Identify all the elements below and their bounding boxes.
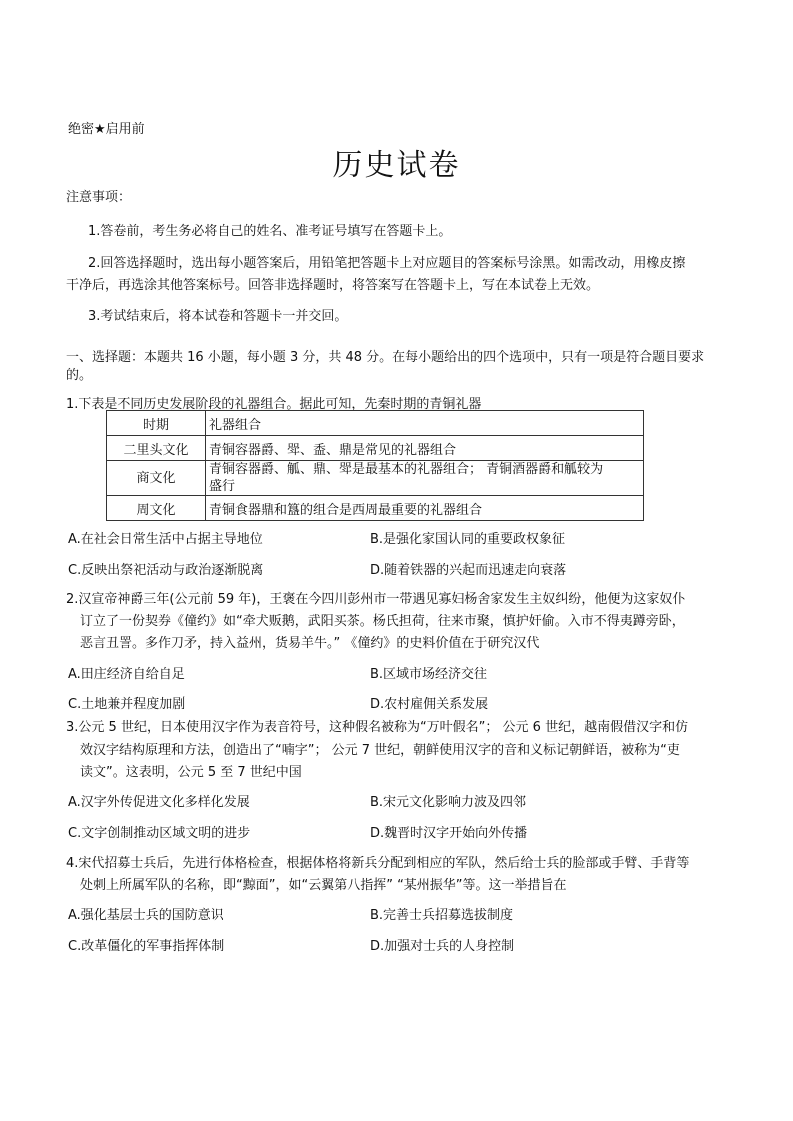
q1-option-d[interactable]: D.随着铁器的兴起而迅速走向衰落 [370, 563, 567, 578]
section-heading-line2: 的。 [66, 368, 93, 383]
q2-option-d[interactable]: D.农村雇佣关系发展 [370, 697, 489, 712]
q3-option-c[interactable]: C.文字创制推动区域文明的进步 [68, 826, 251, 841]
q3-option-d[interactable]: D.魏晋时汉字开始向外传播 [370, 826, 528, 841]
section-heading-line1: 一、选择题：本题共 16 小题，每小题 3 分，共 48 分。在每小题给出的四个选项中，只有一项是符合题目要求 [66, 350, 705, 365]
table-row [107, 436, 644, 461]
table-header-period: 时期 [107, 411, 206, 436]
q3-stem-line3: 读文”。这表明，公元 5 至 7 世纪中国 [80, 765, 302, 780]
q2-stem-line2: 订立了一份契券《僮约》如“牵犬贩鹅，武阳买茶。杨氏担荷，往来市聚，慎护奸偷。入市不得夷蹲旁卧， [80, 614, 685, 629]
q4-option-a[interactable]: A.强化基层士兵的国防意识 [68, 908, 224, 923]
note-2-line1: 2.回答选择题时，选出每小题答案后，用铅笔把答题卡上对应题目的答案标号涂黑。如需改动，用橡皮擦 [88, 256, 686, 271]
q2-option-b[interactable]: B.区域市场经济交往 [370, 667, 488, 682]
q3-option-a[interactable]: A.汉字外传促进文化多样化发展 [68, 795, 250, 810]
confidential-mark: 绝密★启用前 [68, 122, 145, 137]
table-cell: 二里头文化 [107, 436, 206, 461]
table-cell-line: 青铜容器爵、觚、鼎、斝是最基本的礼器组合； 青铜酒器爵和觚较为 [209, 462, 604, 477]
table-row [107, 461, 644, 496]
q1-option-c[interactable]: C.反映出祭祀活动与政治逐渐脱离 [68, 563, 264, 578]
table-header-combo: 礼器组合 [206, 411, 644, 436]
q4-stem-line1: 4.宋代招募士兵后，先进行体格检查，根据体格将新兵分配到相应的军队，然后给士兵的脸部或手臂、手背等 [66, 856, 690, 871]
table-row [107, 496, 644, 521]
note-3: 3.考试结束后，将本试卷和答题卡一并交回。 [88, 309, 348, 324]
q1-table [106, 410, 644, 521]
notes-heading: 注意事项： [66, 190, 132, 205]
note-1: 1.答卷前，考生务必将自己的姓名、准考证号填写在答题卡上。 [88, 224, 452, 239]
q2-option-c[interactable]: C.土地兼并程度加剧 [68, 697, 186, 712]
q2-option-a[interactable]: A.田庄经济自给自足 [68, 667, 185, 682]
table-cell: 青铜容器爵、斝、盉、鼎是常见的礼器组合 [206, 436, 644, 461]
q4-option-b[interactable]: B.完善士兵招募选拔制度 [370, 908, 514, 923]
table-cell [206, 461, 644, 496]
q4-option-d[interactable]: D.加强对士兵的人身控制 [370, 939, 515, 954]
q1-stem: 1.下表是不同历史发展阶段的礼器组合。据此可知，先秦时期的青铜礼器 [66, 397, 482, 412]
q2-stem-line1: 2.汉宣帝神爵三年(公元前 59 年)，王褒在今四川彭州市一带遇见寡妇杨舍家发生主奴纠纷，他便为这家奴仆 [66, 592, 686, 607]
table-cell: 商文化 [107, 461, 206, 496]
table-cell: 周文化 [107, 496, 206, 521]
page-title: 历史试卷 [332, 148, 461, 183]
q4-option-c[interactable]: C.改革僵化的军事指挥体制 [68, 939, 225, 954]
table-row [107, 411, 644, 436]
note-2-line2: 干净后，再选涂其他答案标号。回答非选择题时，将答案写在答题卡上，写在本试卷上无效。 [66, 278, 600, 293]
q2-stem-line3: 恶言丑詈。多作刀矛，持入益州，货易羊牛。” 《僮约》的史料价值在于研究汉代 [80, 636, 540, 651]
q3-option-b[interactable]: B.宋元文化影响力波及四邻 [370, 795, 527, 810]
q4-stem-line2: 处刺上所属军队的名称，即“黥面”，如“云翼第八指挥” “某州振华”等。这一举措旨在 [80, 878, 567, 893]
table-cell-line: 盛行 [209, 479, 236, 494]
q1-option-b[interactable]: B.是强化家国认同的重要政权象征 [370, 532, 566, 547]
q3-stem-line2: 效汉字结构原理和方法，创造出了“喃字”； 公元 7 世纪，朝鲜使用汉字的音和义标记朝鲜语，被称为“吏 [80, 743, 680, 758]
q3-stem-line1: 3.公元 5 世纪，日本使用汉字作为表音符号，这种假名被称为“万叶假名”； 公元 6 世纪，越南假借汉字和仿 [66, 720, 689, 735]
table-cell: 青铜食器鼎和簋的组合是西周最重要的礼器组合 [206, 496, 644, 521]
q1-option-a[interactable]: A.在社会日常生活中占据主导地位 [68, 532, 263, 547]
